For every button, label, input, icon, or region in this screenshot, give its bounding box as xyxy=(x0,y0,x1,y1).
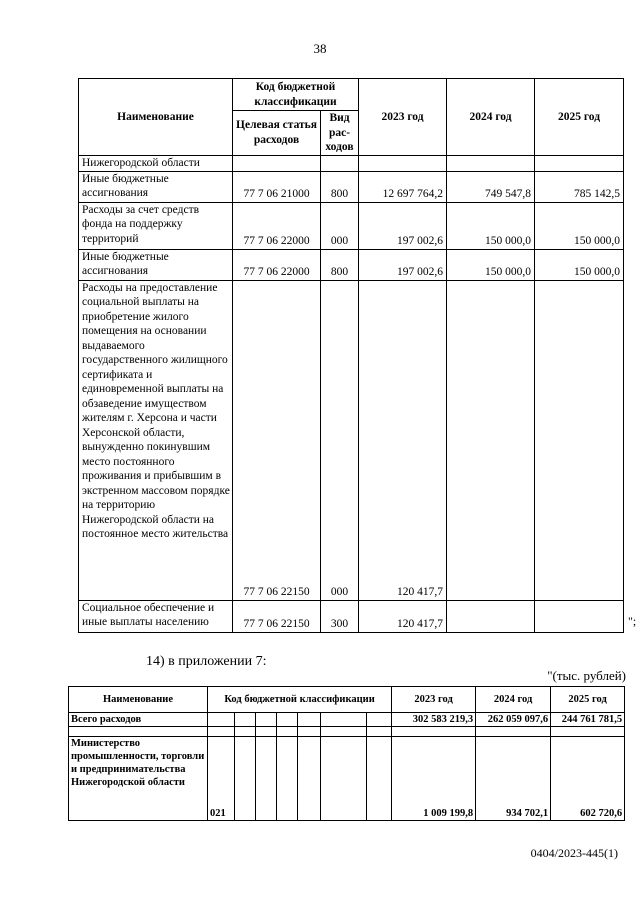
table-row xyxy=(79,249,624,280)
row-code: 77 7 06 22150 xyxy=(233,280,321,600)
t2-header-2024: 2024 год xyxy=(476,687,551,713)
page-number: 38 xyxy=(313,41,327,56)
row-name: Социальное обеспечение и иные выплаты населению xyxy=(79,600,233,632)
closing-quote-mark: "; xyxy=(628,614,637,628)
section-heading: 14) в приложении 7: xyxy=(146,654,267,669)
table-row xyxy=(69,737,625,821)
row-2023: 12 697 764,2 xyxy=(359,171,447,202)
row-code: 77 7 06 22150 xyxy=(233,600,321,632)
header-expense-type: Вид рас-ходов xyxy=(321,111,359,156)
row-vid: 000 xyxy=(321,280,359,600)
row-vid: 800 xyxy=(321,171,359,202)
table-row xyxy=(79,171,624,202)
row-code: 77 7 06 22000 xyxy=(233,249,321,280)
row-vid: 000 xyxy=(321,202,359,249)
row-name: Всего расходов xyxy=(69,713,208,727)
header-classification: Код бюджетной классификации xyxy=(233,79,359,111)
row-vid xyxy=(321,155,359,171)
row-vid: 300 xyxy=(321,600,359,632)
table-row xyxy=(79,280,624,600)
header-target-article: Целевая статья расходов xyxy=(233,111,321,156)
row-code: 021 xyxy=(208,737,235,821)
table-row xyxy=(79,155,624,171)
row-2025 xyxy=(535,280,624,600)
row-2023 xyxy=(359,155,447,171)
table-row xyxy=(79,202,624,249)
row-code: 77 7 06 21000 xyxy=(233,171,321,202)
row-2024: 749 547,8 xyxy=(447,171,535,202)
row-2023: 120 417,7 xyxy=(359,600,447,632)
row-2024: 262 059 097,6 xyxy=(476,713,551,727)
header-2025: 2025 год xyxy=(535,79,624,156)
row-vid: 800 xyxy=(321,249,359,280)
row-2025: 150 000,0 xyxy=(535,249,624,280)
row-2023: 302 583 219,3 xyxy=(392,713,476,727)
row-2024: 150 000,0 xyxy=(447,202,535,249)
row-code xyxy=(233,155,321,171)
t2-header-2023: 2023 год xyxy=(392,687,476,713)
budget-table-appendix xyxy=(78,78,624,633)
unit-note: "(тыс. рублей) xyxy=(547,668,626,683)
row-2025 xyxy=(535,600,624,632)
row-name: Иные бюджетные ассигнования xyxy=(79,249,233,280)
row-2024: 150 000,0 xyxy=(447,249,535,280)
row-name: Расходы за счет средств фонда на поддержку территорий xyxy=(79,202,233,249)
row-2025: 244 761 781,5 xyxy=(551,713,625,727)
row-name: Министерство промышленности, торговли и предпринимательства Нижегородской области xyxy=(69,737,208,821)
row-2023: 197 002,6 xyxy=(359,249,447,280)
row-2025: 785 142,5 xyxy=(535,171,624,202)
row-2025: 150 000,0 xyxy=(535,202,624,249)
header-2023: 2023 год xyxy=(359,79,447,156)
header-2024: 2024 год xyxy=(447,79,535,156)
row-2025 xyxy=(535,155,624,171)
document-code: 0404/2023-445(1) xyxy=(530,846,618,860)
row-2024 xyxy=(447,600,535,632)
row-name: Иные бюджетные ассигнования xyxy=(79,171,233,202)
row-2023: 1 009 199,8 xyxy=(392,737,476,821)
row-name: Нижегородской области xyxy=(79,155,233,171)
row-2024 xyxy=(447,155,535,171)
row-name: Расходы на предоставление социальной выплаты на приобретение жилого помещения на основании выдаваемого государственного жилищного сертификата и единовременной выплаты на обзаведение имуществом жителям г. Херсона и части Херсонской области, вынужденно покинувшим место постоянного проживания и прибывшим в экстренном массовом порядке на территорию Нижегородской области на постоянное место жительства xyxy=(79,280,233,600)
t2-header-2025: 2025 год xyxy=(551,687,625,713)
row-2025: 602 720,6 xyxy=(551,737,625,821)
table-row xyxy=(79,600,624,632)
row-2023: 120 417,7 xyxy=(359,280,447,600)
row-2023: 197 002,6 xyxy=(359,202,447,249)
row-2024 xyxy=(447,280,535,600)
t2-header-classification: Код бюджетной классификации xyxy=(208,687,392,713)
budget-table-appendix-7 xyxy=(68,686,625,821)
row-code: 77 7 06 22000 xyxy=(233,202,321,249)
t2-header-name: Наименование xyxy=(69,687,208,713)
row-2024: 934 702,1 xyxy=(476,737,551,821)
table-row xyxy=(69,713,625,727)
header-name: Наименование xyxy=(79,79,233,156)
